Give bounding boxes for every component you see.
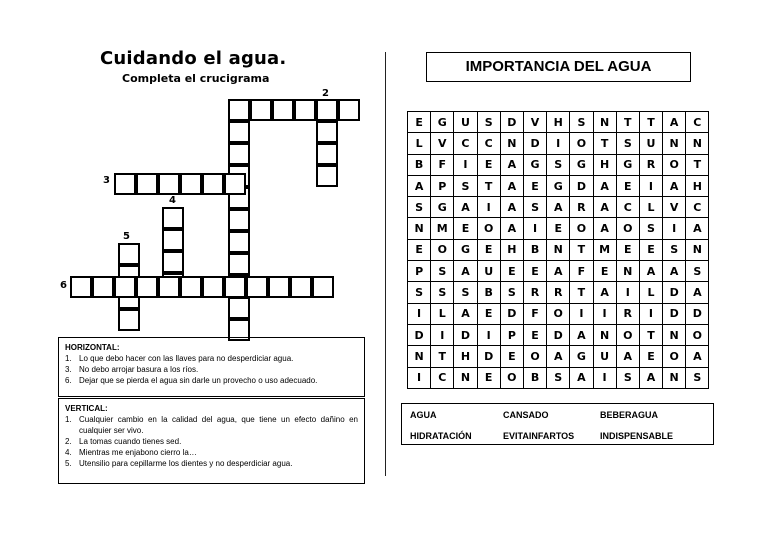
wordsearch-letter: A bbox=[547, 346, 570, 367]
wordsearch-letter: B bbox=[408, 154, 431, 175]
wordsearch-letter: S bbox=[454, 282, 477, 303]
wordsearch-letter: D bbox=[663, 282, 686, 303]
crossword-cell[interactable] bbox=[246, 276, 268, 298]
wordsearch-letter: L bbox=[408, 133, 431, 154]
wordsearch-letter: R bbox=[570, 197, 593, 218]
wordsearch-letter: A bbox=[500, 197, 523, 218]
crossword-cell[interactable] bbox=[224, 173, 246, 195]
wordsearch-letter: S bbox=[639, 218, 662, 239]
wordsearch-letter: D bbox=[547, 324, 570, 345]
wordsearch-letter: T bbox=[431, 346, 454, 367]
wordsearch-letter: A bbox=[593, 218, 616, 239]
wordsearch-row bbox=[408, 112, 709, 133]
wordsearch-letter: N bbox=[408, 218, 431, 239]
word-list bbox=[401, 403, 714, 445]
wordsearch-row bbox=[408, 218, 709, 239]
wordsearch-letter: E bbox=[616, 239, 639, 260]
wordsearch-letter: S bbox=[616, 367, 639, 388]
crossword-cell[interactable] bbox=[294, 99, 316, 121]
wordsearch-letter: O bbox=[616, 324, 639, 345]
wordsearch-letter: N bbox=[663, 133, 686, 154]
wordsearch-letter: I bbox=[547, 133, 570, 154]
wordsearch-letter: G bbox=[454, 239, 477, 260]
wordsearch-letter: D bbox=[408, 324, 431, 345]
wordsearch-letter: D bbox=[686, 303, 709, 324]
wordsearch-letter: O bbox=[686, 324, 709, 345]
wordsearch-letter: A bbox=[686, 282, 709, 303]
crossword-cell[interactable] bbox=[268, 276, 290, 298]
wordsearch-letter: H bbox=[593, 154, 616, 175]
clue-number: 6. bbox=[65, 376, 72, 385]
wordsearch-letter: T bbox=[639, 112, 662, 133]
wordsearch-letter: E bbox=[523, 324, 546, 345]
wordsearch-letter: S bbox=[500, 282, 523, 303]
clue-number: 1. bbox=[65, 415, 72, 424]
crossword-number: 6 bbox=[60, 280, 67, 291]
wordsearch-letter: O bbox=[477, 218, 500, 239]
wordsearch-letter: G bbox=[431, 197, 454, 218]
wordsearch-letter: S bbox=[431, 282, 454, 303]
clue-text: La tomas cuando tienes sed. bbox=[79, 437, 182, 446]
wordsearch-letter: S bbox=[663, 239, 686, 260]
word-item: AGUA bbox=[410, 410, 437, 420]
wordsearch-letter: O bbox=[431, 239, 454, 260]
wordsearch-letter: B bbox=[523, 239, 546, 260]
horizontal-heading: HORIZONTAL: bbox=[65, 343, 120, 352]
wordsearch-letter: E bbox=[639, 239, 662, 260]
wordsearch-row bbox=[408, 324, 709, 345]
wordsearch-letter: A bbox=[593, 282, 616, 303]
clue-number: 3. bbox=[65, 365, 72, 374]
wordsearch-letter: S bbox=[686, 261, 709, 282]
wordsearch-letter: D bbox=[500, 303, 523, 324]
wordsearch-letter: F bbox=[523, 303, 546, 324]
wordsearch-letter: F bbox=[431, 154, 454, 175]
crossword-cell[interactable] bbox=[136, 173, 158, 195]
crossword-cell[interactable] bbox=[162, 229, 184, 251]
wordsearch-letter: R bbox=[523, 282, 546, 303]
crossword-cell[interactable] bbox=[338, 99, 360, 121]
wordsearch-letter: D bbox=[523, 133, 546, 154]
clue-item bbox=[65, 364, 358, 375]
wordsearch-letter: E bbox=[477, 239, 500, 260]
wordsearch-letter: I bbox=[477, 324, 500, 345]
wordsearch-row bbox=[408, 154, 709, 175]
wordsearch-letter: S bbox=[408, 197, 431, 218]
wordsearch-letter: A bbox=[593, 175, 616, 196]
wordsearch-letter: S bbox=[616, 133, 639, 154]
wordsearch-letter: E bbox=[547, 218, 570, 239]
wordsearch-grid bbox=[407, 111, 709, 389]
wordsearch-letter: H bbox=[500, 239, 523, 260]
crossword-cell[interactable] bbox=[180, 276, 202, 298]
wordsearch-letter: A bbox=[500, 218, 523, 239]
wordsearch-letter: A bbox=[408, 175, 431, 196]
crossword-cell[interactable] bbox=[118, 309, 140, 331]
crossword-cell[interactable] bbox=[202, 276, 224, 298]
wordsearch-letter: E bbox=[639, 346, 662, 367]
wordsearch-letter: O bbox=[616, 218, 639, 239]
wordsearch-letter: C bbox=[686, 112, 709, 133]
crossword-cell[interactable] bbox=[202, 173, 224, 195]
wordsearch-letter: A bbox=[686, 346, 709, 367]
clue-item bbox=[65, 436, 358, 447]
wordsearch-letter: P bbox=[408, 261, 431, 282]
crossword-cell[interactable] bbox=[118, 243, 140, 265]
wordsearch-letter: V bbox=[523, 112, 546, 133]
wordsearch-letter: A bbox=[663, 261, 686, 282]
wordsearch-letter: H bbox=[547, 112, 570, 133]
clue-text: No debo arrojar basura a los ríos. bbox=[79, 365, 199, 374]
wordsearch-letter: D bbox=[570, 175, 593, 196]
wordsearch-letter: A bbox=[547, 261, 570, 282]
wordsearch-letter: N bbox=[547, 239, 570, 260]
wordsearch-letter: B bbox=[477, 282, 500, 303]
wordsearch-letter: N bbox=[616, 261, 639, 282]
crossword-grid bbox=[0, 0, 385, 335]
wordsearch-letter: N bbox=[593, 324, 616, 345]
wordsearch-letter: I bbox=[454, 154, 477, 175]
crossword-cell[interactable] bbox=[224, 276, 246, 298]
wordsearch-letter: I bbox=[408, 303, 431, 324]
clue-number: 1. bbox=[65, 354, 72, 363]
wordsearch-letter: S bbox=[477, 112, 500, 133]
wordsearch-letter: V bbox=[663, 197, 686, 218]
wordsearch-row bbox=[408, 175, 709, 196]
clue-text: Utensilio para cepillarme los dientes y no desperdiciar agua. bbox=[79, 459, 293, 468]
wordsearch-letter: I bbox=[408, 367, 431, 388]
wordsearch-letter: N bbox=[686, 239, 709, 260]
horizontal-clues bbox=[58, 337, 365, 397]
wordsearch-letter: I bbox=[477, 197, 500, 218]
crossword-cell[interactable] bbox=[70, 276, 92, 298]
wordsearch-row bbox=[408, 133, 709, 154]
wordsearch-letter: C bbox=[686, 197, 709, 218]
clue-item bbox=[65, 375, 358, 386]
wordsearch-letter: C bbox=[477, 133, 500, 154]
crossword-cell[interactable] bbox=[228, 297, 250, 319]
wordsearch-row bbox=[408, 303, 709, 324]
wordsearch-letter: E bbox=[593, 261, 616, 282]
wordsearch-letter: A bbox=[547, 197, 570, 218]
wordsearch-letter: R bbox=[616, 303, 639, 324]
crossword-cell[interactable] bbox=[316, 121, 338, 143]
wordsearch-letter: T bbox=[616, 112, 639, 133]
crossword-cell[interactable] bbox=[158, 276, 180, 298]
clue-text: Dejar que se pierda el agua sin darle un provecho o uso adecuado. bbox=[79, 376, 318, 385]
wordsearch-letter: A bbox=[454, 261, 477, 282]
crossword-cell[interactable] bbox=[158, 173, 180, 195]
wordsearch-letter: I bbox=[639, 303, 662, 324]
crossword-cell[interactable] bbox=[316, 143, 338, 165]
crossword-cell[interactable] bbox=[92, 276, 114, 298]
wordsearch-letter: E bbox=[523, 261, 546, 282]
wordsearch-letter: I bbox=[431, 324, 454, 345]
wordsearch-letter: G bbox=[570, 154, 593, 175]
wordsearch-letter: E bbox=[477, 154, 500, 175]
crossword-cell[interactable] bbox=[228, 231, 250, 253]
wordsearch-letter: I bbox=[639, 175, 662, 196]
clue-number: 4. bbox=[65, 448, 72, 457]
vertical-clues bbox=[58, 398, 365, 484]
wordsearch-letter: D bbox=[477, 346, 500, 367]
wordsearch-letter: F bbox=[570, 261, 593, 282]
wordsearch-letter: T bbox=[570, 282, 593, 303]
wordsearch-letter: A bbox=[593, 197, 616, 218]
wordsearch-letter: L bbox=[431, 303, 454, 324]
wordsearch-letter: I bbox=[616, 282, 639, 303]
wordsearch-letter: A bbox=[500, 154, 523, 175]
wordsearch-letter: O bbox=[570, 218, 593, 239]
wordsearch-letter: L bbox=[639, 282, 662, 303]
clue-item bbox=[65, 447, 358, 458]
crossword-cell[interactable] bbox=[228, 121, 250, 143]
wordsearch-row bbox=[408, 346, 709, 367]
wordsearch-letter: P bbox=[500, 324, 523, 345]
wordsearch-letter: O bbox=[570, 133, 593, 154]
crossword-cell[interactable] bbox=[228, 143, 250, 165]
crossword-cell[interactable] bbox=[136, 276, 158, 298]
wordsearch-letter: E bbox=[477, 367, 500, 388]
wordsearch-letter: N bbox=[454, 367, 477, 388]
wordsearch-letter: L bbox=[639, 197, 662, 218]
wordsearch-letter: C bbox=[431, 367, 454, 388]
wordsearch-row bbox=[408, 197, 709, 218]
crossword-cell[interactable] bbox=[162, 207, 184, 229]
wordsearch-letter: S bbox=[686, 367, 709, 388]
clue-text: Lo que debo hacer con las llaves para no desperdiciar agua. bbox=[79, 354, 294, 363]
wordsearch-letter: U bbox=[593, 346, 616, 367]
wordsearch-letter: S bbox=[547, 154, 570, 175]
wordsearch-letter: T bbox=[686, 154, 709, 175]
wordsearch-letter: A bbox=[454, 197, 477, 218]
wordsearch-letter: I bbox=[570, 303, 593, 324]
wordsearch-letter: M bbox=[593, 239, 616, 260]
crossword-cell[interactable] bbox=[250, 99, 272, 121]
wordsearch-letter: S bbox=[408, 282, 431, 303]
vertical-heading: VERTICAL: bbox=[65, 404, 108, 413]
wordsearch-letter: T bbox=[570, 239, 593, 260]
wordsearch-row bbox=[408, 261, 709, 282]
crossword-subtitle: Completa el crucigrama bbox=[122, 72, 270, 85]
wordsearch-letter: A bbox=[663, 112, 686, 133]
clue-item bbox=[65, 458, 358, 469]
wordsearch-letter: E bbox=[500, 261, 523, 282]
wordsearch-letter: C bbox=[454, 133, 477, 154]
crossword-cell[interactable] bbox=[114, 173, 136, 195]
wordsearch-letter: B bbox=[523, 367, 546, 388]
wordsearch-letter: P bbox=[431, 175, 454, 196]
wordsearch-letter: G bbox=[570, 346, 593, 367]
wordsearch-letter: N bbox=[593, 112, 616, 133]
wordsearch-letter: E bbox=[477, 303, 500, 324]
word-item: INDISPENSABLE bbox=[600, 431, 674, 441]
wordsearch-letter: G bbox=[616, 154, 639, 175]
wordsearch-letter: S bbox=[454, 175, 477, 196]
wordsearch-letter: S bbox=[523, 197, 546, 218]
crossword-title: Cuidando el agua. bbox=[100, 48, 287, 69]
wordsearch-row bbox=[408, 367, 709, 388]
wordsearch-letter: N bbox=[500, 133, 523, 154]
wordsearch-letter: H bbox=[454, 346, 477, 367]
wordsearch-letter: H bbox=[686, 175, 709, 196]
wordsearch-letter: I bbox=[663, 218, 686, 239]
wordsearch-letter: A bbox=[686, 218, 709, 239]
crossword-cell[interactable] bbox=[290, 276, 312, 298]
word-item: CANSADO bbox=[503, 410, 549, 420]
wordsearch-letter: E bbox=[408, 112, 431, 133]
wordsearch-letter: D bbox=[663, 303, 686, 324]
crossword-cell[interactable] bbox=[228, 253, 250, 275]
wordsearch-letter: E bbox=[454, 218, 477, 239]
wordsearch-letter: A bbox=[639, 367, 662, 388]
word-item: EVITAINFARTOS bbox=[503, 431, 575, 441]
wordsearch-letter: A bbox=[570, 324, 593, 345]
wordsearch-letter: O bbox=[663, 346, 686, 367]
clue-text: Mientras me enjabono cierro la… bbox=[79, 448, 197, 457]
clue-text: Cualquier cambio en la calidad del agua, que tiene un efecto dañino en cualquier ser vivo. bbox=[79, 415, 358, 435]
crossword-number: 5 bbox=[123, 231, 130, 242]
crossword-number: 3 bbox=[103, 175, 110, 186]
wordsearch-letter: E bbox=[523, 175, 546, 196]
wordsearch-letter: D bbox=[454, 324, 477, 345]
wordsearch-letter: N bbox=[686, 133, 709, 154]
wordsearch-letter: O bbox=[500, 367, 523, 388]
wordsearch-letter: E bbox=[616, 175, 639, 196]
wordsearch-letter: A bbox=[570, 367, 593, 388]
word-item: HIDRATACIÓN bbox=[410, 431, 472, 441]
wordsearch-row bbox=[408, 282, 709, 303]
wordsearch-letter: V bbox=[431, 133, 454, 154]
wordsearch-letter: O bbox=[523, 346, 546, 367]
crossword-cell[interactable] bbox=[272, 99, 294, 121]
wordsearch-letter: I bbox=[523, 218, 546, 239]
word-item: BEBERAGUA bbox=[600, 410, 659, 420]
wordsearch-letter: G bbox=[431, 112, 454, 133]
wordsearch-letter: R bbox=[547, 282, 570, 303]
wordsearch-letter: I bbox=[593, 303, 616, 324]
wordsearch-letter: T bbox=[477, 175, 500, 196]
wordsearch-letter: T bbox=[639, 324, 662, 345]
wordsearch-letter: A bbox=[663, 175, 686, 196]
clue-number: 5. bbox=[65, 459, 72, 468]
wordsearch-letter: N bbox=[408, 346, 431, 367]
clue-item bbox=[65, 353, 358, 364]
crossword-cell[interactable] bbox=[228, 99, 250, 121]
wordsearch-letter: G bbox=[523, 154, 546, 175]
clue-number: 2. bbox=[65, 437, 72, 446]
wordsearch-letter: R bbox=[639, 154, 662, 175]
crossword-cell[interactable] bbox=[162, 251, 184, 273]
wordsearch-letter: A bbox=[639, 261, 662, 282]
wordsearch-letter: A bbox=[454, 303, 477, 324]
clue-item bbox=[65, 414, 358, 436]
wordsearch-letter: S bbox=[431, 261, 454, 282]
wordsearch-letter: E bbox=[500, 346, 523, 367]
crossword-number: 4 bbox=[169, 195, 176, 206]
wordsearch-letter: M bbox=[431, 218, 454, 239]
wordsearch-title: IMPORTANCIA DEL AGUA bbox=[426, 52, 691, 82]
wordsearch-letter: O bbox=[547, 303, 570, 324]
wordsearch-letter: S bbox=[570, 112, 593, 133]
wordsearch-letter: G bbox=[547, 175, 570, 196]
crossword-cell[interactable] bbox=[316, 165, 338, 187]
wordsearch-letter: O bbox=[663, 154, 686, 175]
crossword-cell[interactable] bbox=[312, 276, 334, 298]
wordsearch-letter: U bbox=[639, 133, 662, 154]
wordsearch-letter: S bbox=[547, 367, 570, 388]
page-divider bbox=[385, 52, 386, 476]
crossword-number: 2 bbox=[322, 88, 329, 99]
crossword-cell[interactable] bbox=[114, 276, 136, 298]
crossword-cell[interactable] bbox=[180, 173, 202, 195]
wordsearch-letter: E bbox=[408, 239, 431, 260]
wordsearch-letter: I bbox=[593, 367, 616, 388]
wordsearch-letter: N bbox=[663, 367, 686, 388]
wordsearch-letter: A bbox=[500, 175, 523, 196]
crossword-cell[interactable] bbox=[228, 209, 250, 231]
wordsearch-letter: A bbox=[616, 346, 639, 367]
wordsearch-letter: U bbox=[477, 261, 500, 282]
wordsearch-row bbox=[408, 239, 709, 260]
wordsearch-letter: D bbox=[500, 112, 523, 133]
wordsearch-letter: N bbox=[663, 324, 686, 345]
wordsearch-letter: C bbox=[616, 197, 639, 218]
wordsearch-letter: U bbox=[454, 112, 477, 133]
wordsearch-letter: T bbox=[593, 133, 616, 154]
crossword-cell[interactable] bbox=[316, 99, 338, 121]
